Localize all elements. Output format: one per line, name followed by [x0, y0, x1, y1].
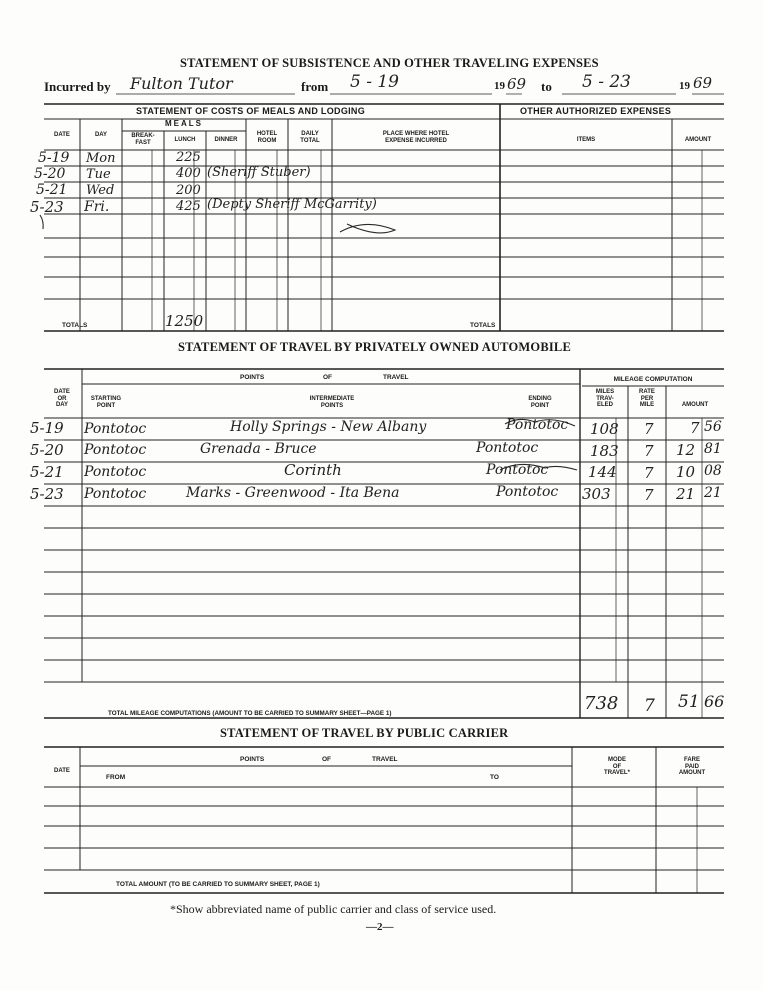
- col-dinner-header: DINNER: [214, 137, 238, 143]
- col-daily-total-header: DAILY TOTAL: [300, 131, 320, 144]
- auto-ending-header: ENDING POINT: [528, 396, 552, 409]
- total-amount-cents[interactable]: 66: [704, 692, 725, 711]
- meal-row-4-lunch[interactable]: 425: [176, 199, 201, 214]
- auto-points-header: POINTS: [240, 374, 265, 381]
- auto-row-1-start[interactable]: Pontotoc: [84, 421, 147, 437]
- auto-row-4-amount-cents[interactable]: 21: [704, 485, 722, 501]
- footnote: *Show abbreviated name of public carrier and class of service used.: [170, 902, 497, 916]
- meal-row-4-day[interactable]: Fri.: [84, 199, 110, 215]
- meal-row-4-date[interactable]: 5-23: [30, 198, 64, 216]
- col-items-header: ITEMS: [576, 137, 596, 143]
- auto-row-3-intermediate[interactable]: Corinth: [284, 461, 342, 479]
- miles-traveled-header: MILES TRAV- ELED: [595, 389, 615, 408]
- carrier-mode-header: MODE OF TRAVEL*: [604, 757, 630, 776]
- total-rate[interactable]: 7: [644, 696, 655, 716]
- form-title: STATEMENT OF SUBSISTENCE AND OTHER TRAVELING EXPENSES: [180, 56, 599, 70]
- meal-row-3-date[interactable]: 5-21: [36, 182, 68, 198]
- auto-row-2-amount-cents[interactable]: 81: [704, 441, 722, 457]
- lunch-total[interactable]: 1250: [165, 312, 204, 330]
- col-breakfast-header: BREAK- FAST: [131, 133, 155, 146]
- total-mileage-label: TOTAL MILEAGE COMPUTATIONS (AMOUNT TO BE CARRIED TO SUMMARY SHEET—PAGE 1): [108, 710, 392, 717]
- meal-row-1-date[interactable]: 5-19: [38, 150, 70, 166]
- meal-row-4-place[interactable]: (Depty Sheriff McGarrity): [207, 197, 377, 212]
- auto-row-4-date[interactable]: 5-23: [30, 485, 64, 503]
- auto-row-2-start[interactable]: Pontotoc: [84, 442, 147, 458]
- auto-row-3-date[interactable]: 5-21: [30, 463, 64, 481]
- auto-row-4-rate[interactable]: 7: [644, 486, 654, 504]
- carrier-section-title: STATEMENT OF TRAVEL BY PUBLIC CARRIER: [220, 726, 509, 740]
- auto-row-3-miles[interactable]: 144: [588, 463, 617, 481]
- auto-row-3-rate[interactable]: 7: [644, 464, 654, 482]
- total-amount-dollars[interactable]: 51: [678, 692, 700, 712]
- meal-row-3-lunch[interactable]: 200: [176, 183, 201, 198]
- incurred-by-label: Incurred by: [44, 79, 111, 94]
- auto-row-2-amount-dollars[interactable]: 12: [676, 441, 696, 459]
- auto-row-1-amount-cents[interactable]: 56: [704, 419, 722, 435]
- auto-date-header: DATE OR DAY: [54, 389, 70, 408]
- auto-travel-header: TRAVEL: [383, 374, 409, 381]
- auto-of-header: OF: [323, 374, 333, 381]
- carrier-date-header: DATE: [54, 768, 70, 774]
- auto-row-4-start[interactable]: Pontotoc: [84, 486, 147, 502]
- auto-row-1-intermediate[interactable]: Holly Springs - New Albany: [230, 419, 427, 435]
- from-date-value[interactable]: 5 - 19: [350, 72, 399, 92]
- page-number: —2—: [366, 921, 394, 933]
- meal-row-2-place[interactable]: (Sheriff Stuber): [207, 165, 311, 180]
- auto-row-3-end[interactable]: Pontotoc: [486, 462, 549, 478]
- auto-intermediate-header: INTERMEDIATE POINTS: [309, 396, 355, 409]
- to-label: to: [541, 79, 552, 94]
- meals-totals-label: TOTALS: [62, 322, 88, 329]
- auto-row-1-miles[interactable]: 108: [590, 420, 619, 438]
- incurred-by-value[interactable]: Fulton Tutor: [130, 74, 233, 93]
- auto-amount-header: AMOUNT: [681, 402, 709, 408]
- rate-per-mile-header: RATE PER MILE: [639, 389, 655, 408]
- auto-row-4-end[interactable]: Pontotoc: [496, 484, 559, 500]
- auto-row-2-intermediate[interactable]: Grenada - Bruce: [200, 441, 317, 457]
- auto-row-2-rate[interactable]: 7: [644, 442, 654, 460]
- carrier-from-header: FROM: [106, 774, 126, 781]
- other-expenses-title: OTHER AUTHORIZED EXPENSES: [520, 106, 672, 116]
- col-amount-header: AMOUNT: [684, 137, 712, 143]
- auto-row-3-amount-cents[interactable]: 08: [704, 463, 722, 479]
- auto-row-4-intermediate[interactable]: Marks - Greenwood - Ita Bena: [186, 485, 400, 501]
- col-day-header: DAY: [94, 132, 108, 138]
- carrier-points-header: POINTS: [240, 756, 265, 763]
- auto-starting-header: STARTING POINT: [90, 396, 122, 409]
- auto-row-1-rate[interactable]: 7: [644, 420, 654, 438]
- auto-row-4-amount-dollars[interactable]: 21: [676, 485, 696, 503]
- from-label: from: [301, 79, 329, 94]
- mileage-computation-header: MILEAGE COMPUTATION: [613, 376, 693, 383]
- col-date-header: DATE: [54, 132, 70, 138]
- col-lunch-header: LUNCH: [174, 137, 196, 143]
- meal-row-1-lunch[interactable]: 225: [176, 150, 201, 165]
- carrier-total-label: TOTAL AMOUNT (TO BE CARRIED TO SUMMARY SHEET, PAGE 1): [116, 881, 320, 888]
- auto-section-title: STATEMENT OF TRAVEL BY PRIVATELY OWNED AUTOMOBILE: [178, 340, 572, 354]
- auto-row-1-amount-dollars[interactable]: 7: [690, 419, 700, 437]
- year-value-2[interactable]: 69: [693, 74, 713, 92]
- auto-row-2-end[interactable]: Pontotoc: [476, 440, 539, 456]
- meal-row-2-lunch[interactable]: 400: [176, 166, 201, 181]
- carrier-fare-header: FARE PAID AMOUNT: [678, 757, 706, 776]
- auto-row-3-amount-dollars[interactable]: 10: [676, 463, 696, 481]
- to-date-value[interactable]: 5 - 23: [582, 72, 631, 92]
- meal-row-3-day[interactable]: Wed: [86, 183, 115, 198]
- auto-row-1-date[interactable]: 5-19: [30, 419, 64, 437]
- total-miles[interactable]: 738: [584, 693, 619, 714]
- meals-section-title: STATEMENT OF COSTS OF MEALS AND LODGING: [136, 106, 366, 116]
- col-hotel-room-header: HOTEL ROOM: [256, 131, 278, 144]
- year-value-1[interactable]: 69: [507, 75, 527, 93]
- auto-row-3-start[interactable]: Pontotoc: [84, 464, 147, 480]
- auto-row-4-miles[interactable]: 303: [582, 485, 611, 503]
- meal-row-1-day[interactable]: Mon: [86, 151, 116, 166]
- meal-row-2-day[interactable]: Tue: [86, 167, 111, 182]
- year-label-2: 19: [679, 80, 690, 92]
- col-meals-header: MEALS: [165, 119, 203, 128]
- year-label-1: 19: [494, 80, 505, 92]
- auto-row-2-miles[interactable]: 183: [590, 442, 619, 460]
- meal-row-2-date[interactable]: 5-20: [34, 166, 66, 182]
- carrier-of-header: OF: [322, 756, 332, 763]
- carrier-to-header: TO: [490, 774, 499, 781]
- other-totals-label: TOTALS: [470, 322, 496, 329]
- col-place-header: PLACE WHERE HOTEL EXPENSE INCURRED: [382, 131, 450, 144]
- carrier-travel-header: TRAVEL: [372, 756, 398, 763]
- auto-row-2-date[interactable]: 5-20: [30, 441, 64, 459]
- auto-row-1-end[interactable]: Pontotoc: [506, 417, 569, 433]
